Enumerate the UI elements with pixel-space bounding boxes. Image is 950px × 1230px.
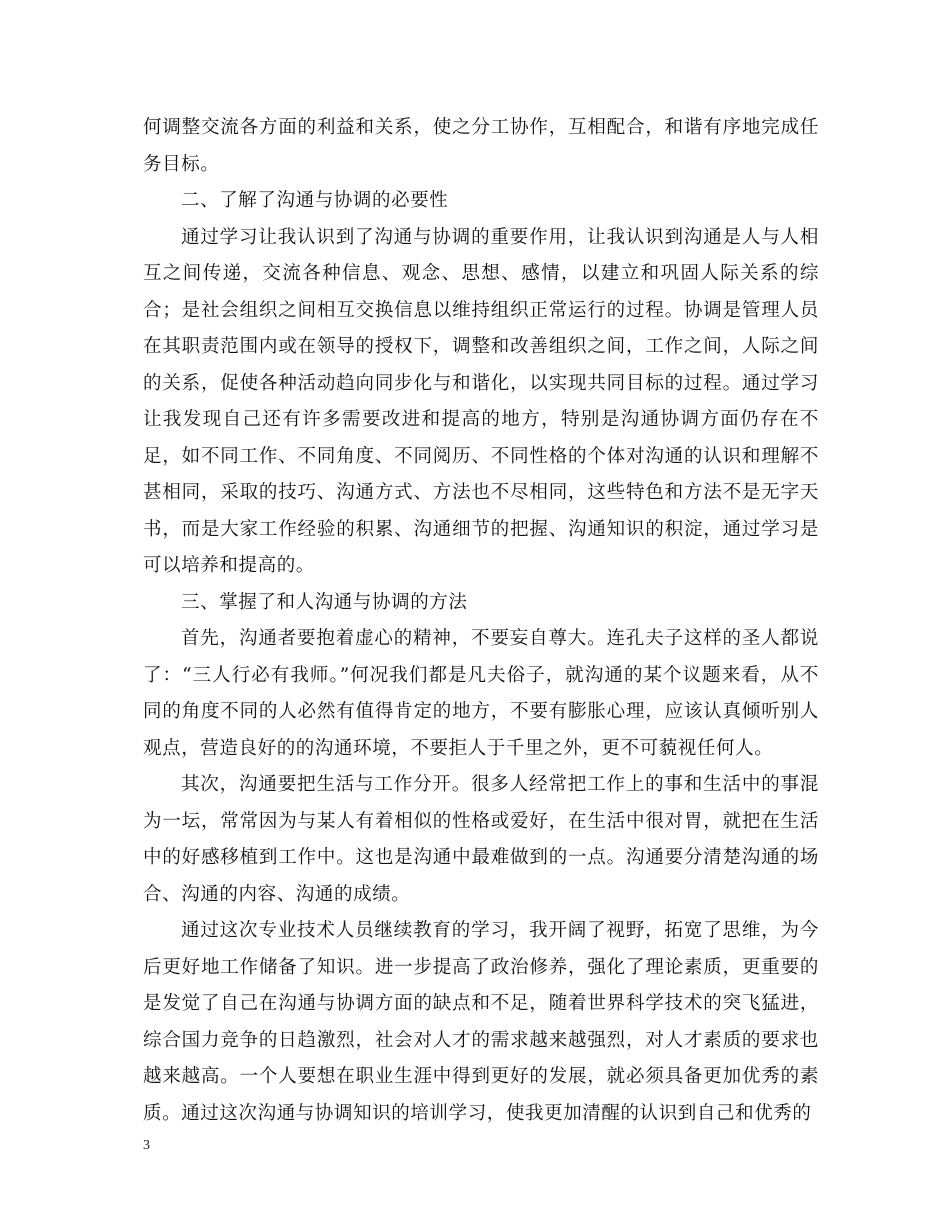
section-heading-necessity: 二、了解了沟通与协调的必要性 [181,190,449,211]
page-number: 3 [143,1138,150,1153]
paragraph-second: 其次，沟通要把生活与工作分开。很多人经常把工作上的事和生活中的事混为一坛，常常因为与某人有着相似的性格或爱好，在生活中很对胃，就把在生活中的好感移植到工作中。这也是沟通中最难做到的一点。沟通要分清楚沟通的场合、沟通的内容、沟通的成绩。 [143,774,819,905]
paragraph-conclusion: 通过这次专业技术人员继续教育的学习，我开阔了视野，拓宽了思维，为今后更好地工作储备了知识。进一步提高了政治修养，强化了理论素质，更重要的是发觉了自己在沟通与协调方面的缺点和不足，随着世界科学技术的突飞猛进，综合国力竞争的日趋激烈，社会对人才的需求越来越强烈，对人才素质的要求也越来越高。一个人要想在职业生涯中得到更好的发展，就必须具备更加优秀的素质。通过这次沟通与协调知识的培训学习，使我更加清醒的认识到自己和优秀的 [143,920,819,1124]
paragraph-continuation: 何调整交流各方面的利益和关系，使之分工协作，互相配合，和谐有序地完成任务目标。 [143,117,819,175]
paragraph-importance: 通过学习让我认识到了沟通与协调的重要作用，让我认识到沟通是人与人相互之间传递，交流各种信息、观念、思想、感情，以建立和巩固人际关系的综合；是社会组织之间相互交换信息以维持组织正常运行的过程。协调是管理人员在其职责范围内或在领导的授权下，调整和改善组织之间，工作之间，人际之间的关系，促使各种活动趋向同步化与和谐化，以实现共同目标的过程。通过学习让我发现自己还有许多需要改进和提高的地方，特别是沟通协调方面仍存在不足，如不同工作、不同角度、不同阅历、不同性格的个体对沟通的认识和理解不甚相同，采取的技巧、沟通方式、方法也不尽相同，这些特色和方法不是无字天书，而是大家工作经验的积累、沟通细节的把握、沟通知识的积淀，通过学习是可以培养和提高的。 [143,226,819,576]
section-heading-methods: 三、掌握了和人沟通与协调的方法 [181,591,468,613]
document-page [143,110,819,1132]
paragraph-first: 首先，沟通者要抱着虚心的精神，不要妄自尊大。连孔夫子这样的圣人都说了：“三人行必有我师。”何况我们都是凡夫俗子，就沟通的某个议题来看，从不同的角度不同的人必然有值得肯定的地方，不要有膨胀心理，应该认真倾听别人观点，营造良好的的沟通环境，不要拒人于千里之外，更不可藐视任何人。 [143,628,819,759]
